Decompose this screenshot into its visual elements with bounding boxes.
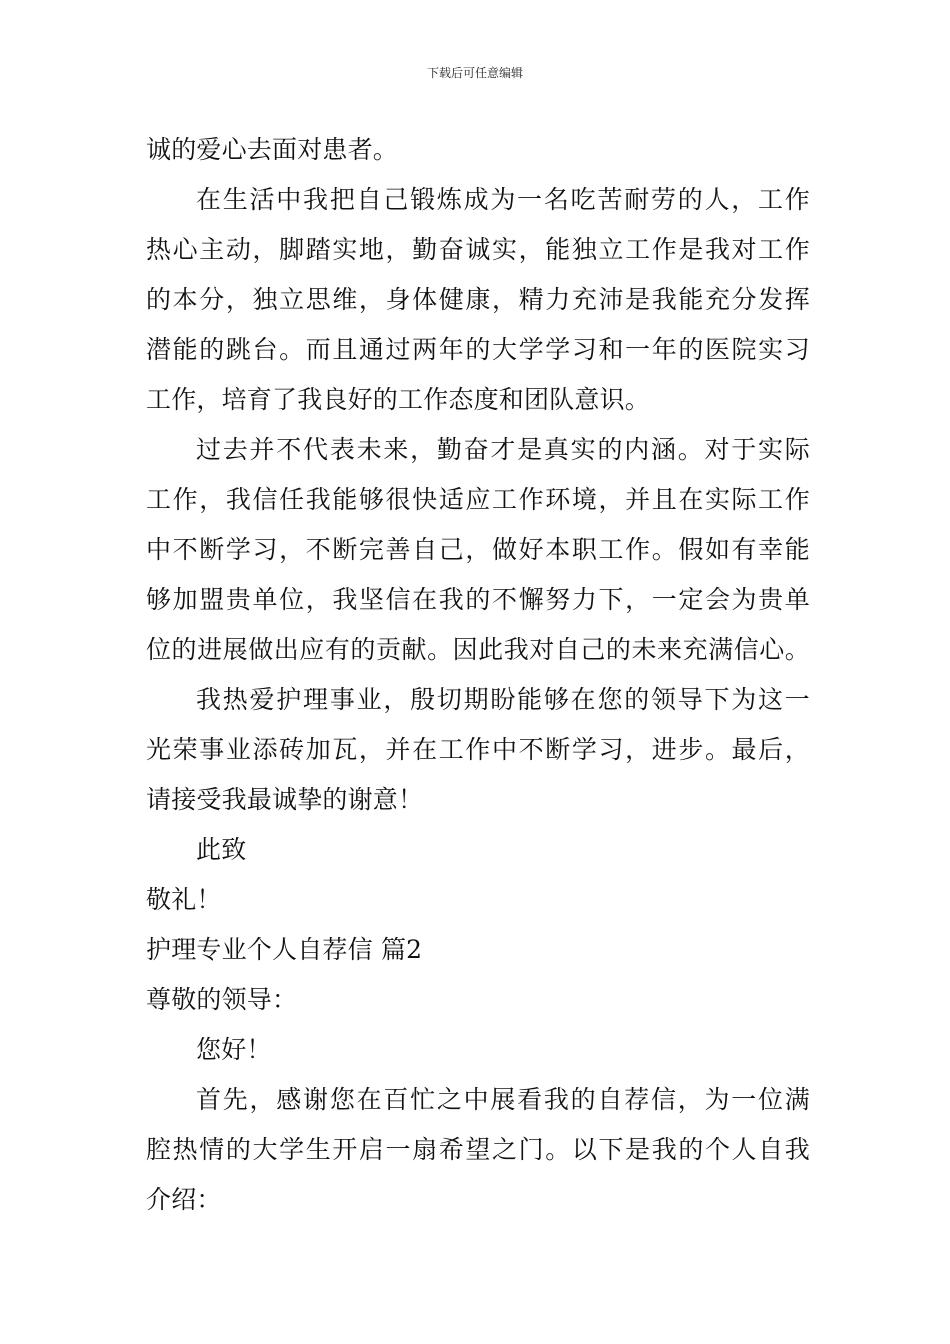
text-line: 位的进展做出应有的贡献。因此我对自己的未来充满信心。 <box>146 635 810 664</box>
text-line: 过去并不代表未来，勤奋才是真实的内涵。对于实际 <box>196 435 810 464</box>
text-line: 首先，感谢您在百忙之中展看我的自荐信，为一位满 <box>196 1085 810 1114</box>
section-title: 护理专业个人自荐信 篇2 <box>146 935 423 964</box>
text-line: 诚的爱心去面对患者。 <box>146 135 399 164</box>
closing-regards: 敬礼！ <box>146 885 222 914</box>
text-line: 热心主动，脚踏实地，勤奋诚实，能独立工作是我对工作 <box>146 235 810 264</box>
greeting: 您好！ <box>196 1035 272 1064</box>
text-line: 请接受我最诚挚的谢意！ <box>146 785 424 814</box>
text-line: 我热爱护理事业，殷切期盼能够在您的领导下为这一 <box>196 685 810 714</box>
text-line: 介绍： <box>146 1185 222 1214</box>
salutation: 尊敬的领导： <box>146 985 298 1014</box>
closing-salutation: 此致 <box>196 835 247 864</box>
text-line: 工作，我信任我能够很快适应工作环境，并且在实际工作 <box>146 485 810 514</box>
text-line: 光荣事业添砖加瓦，并在工作中不断学习，进步。最后， <box>146 735 810 764</box>
letter-body <box>146 125 810 1225</box>
text-line: 在生活中我把自己锻炼成为一名吃苦耐劳的人，工作 <box>196 185 810 214</box>
text-line: 中不断学习，不断完善自己，做好本职工作。假如有幸能 <box>146 535 810 564</box>
download-note: 下载后可任意编辑 <box>426 66 523 80</box>
text-line: 潜能的跳台。而且通过两年的大学学习和一年的医院实习 <box>146 335 810 364</box>
text-line: 工作，培育了我良好的工作态度和团队意识。 <box>146 385 651 414</box>
text-line: 够加盟贵单位，我坚信在我的不懈努力下，一定会为贵单 <box>146 585 810 614</box>
text-line: 腔热情的大学生开启一扇希望之门。以下是我的个人自我 <box>146 1135 810 1164</box>
text-line: 的本分，独立思维，身体健康，精力充沛是我能充分发挥 <box>146 285 810 314</box>
